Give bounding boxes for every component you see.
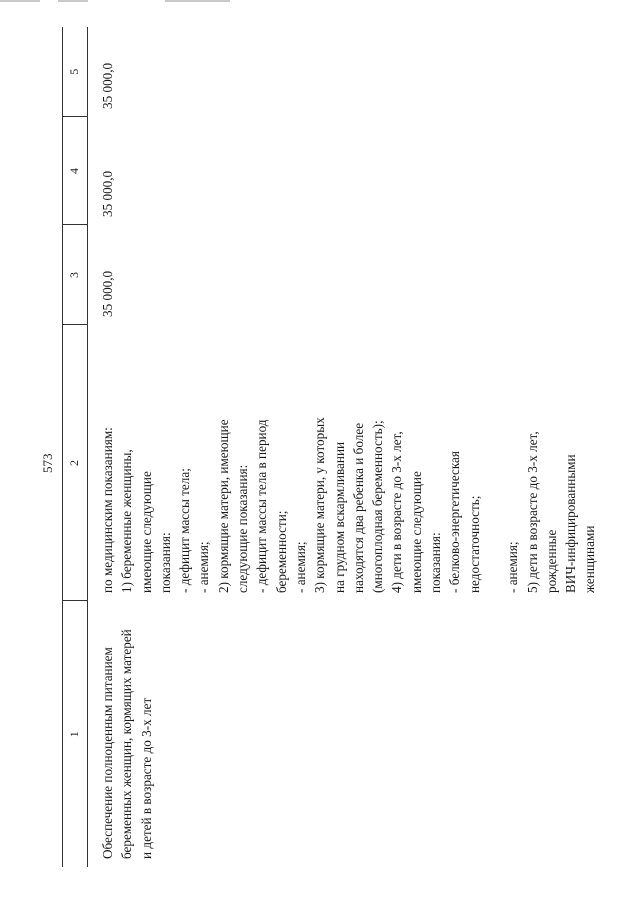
indication-line: - белково-энергетическая <box>447 451 463 593</box>
indication-line: женщинами <box>582 525 598 593</box>
measure-name-line: Обеспечение полноценным питанием <box>100 647 115 859</box>
indication-line: недостаточность; <box>466 495 482 593</box>
header-col-2: 2 <box>63 325 88 601</box>
measure-name-line: беременных женщин, кормящих матерей <box>119 629 135 859</box>
header-col-5: 5 <box>63 27 88 117</box>
indication-line: 1) беременные женщины, <box>119 449 135 593</box>
indication-line: 2) кормящие матери, имеющие <box>215 419 231 593</box>
header-col-4: 4 <box>63 117 88 225</box>
measure-name-cell <box>88 601 600 867</box>
indication-line: имеющие следующие <box>138 471 154 593</box>
indication-line: по медицинским показаниям: <box>100 427 115 593</box>
value-col-5: 35 000,0 <box>100 62 115 109</box>
indication-line <box>484 333 503 593</box>
page-number: 573 <box>40 453 55 473</box>
measure-name-line: и детей в возрасте до 3-х лет <box>138 697 154 859</box>
header-col-1: 1 <box>63 601 88 867</box>
indication-line: (многоплодная беременность); <box>370 420 386 593</box>
indication-line: находятся два ребенка и более <box>350 422 366 593</box>
indication-line: ВИЧ-инфицированными <box>563 454 579 593</box>
indication-line: - анемия; <box>505 541 521 593</box>
indication-line: 5) дети в возрасте до 3-х лет, <box>524 431 540 593</box>
indication-line: 3) кормящие матери, у которых <box>312 417 328 593</box>
indication-line: - дефицит массы тела в период <box>254 419 270 593</box>
indication-line: - анемия; <box>292 541 308 593</box>
indication-line: следующие показания: <box>235 464 251 593</box>
indication-line: показания: <box>428 532 444 593</box>
indication-line: 4) дети в возрасте до 3-х лет, <box>389 431 405 593</box>
indication-line: беременности; <box>273 510 289 593</box>
indication-line: имеющие следующие <box>408 471 424 593</box>
table-header-row <box>63 27 88 867</box>
indication-line: показания: <box>157 532 173 593</box>
header-col-3: 3 <box>63 225 88 325</box>
table-row <box>88 27 600 867</box>
indication-line: рожденные <box>543 529 559 593</box>
value-col-4: 35 000,0 <box>100 170 115 217</box>
indications-cell <box>88 325 600 601</box>
value-col-3: 35 000,0 <box>100 270 115 317</box>
document-table <box>62 27 600 867</box>
indication-line: на грудном вскармливании <box>331 441 347 593</box>
indication-line: - дефицит массы тела; <box>177 468 193 593</box>
indication-line: - анемия; <box>196 541 212 593</box>
